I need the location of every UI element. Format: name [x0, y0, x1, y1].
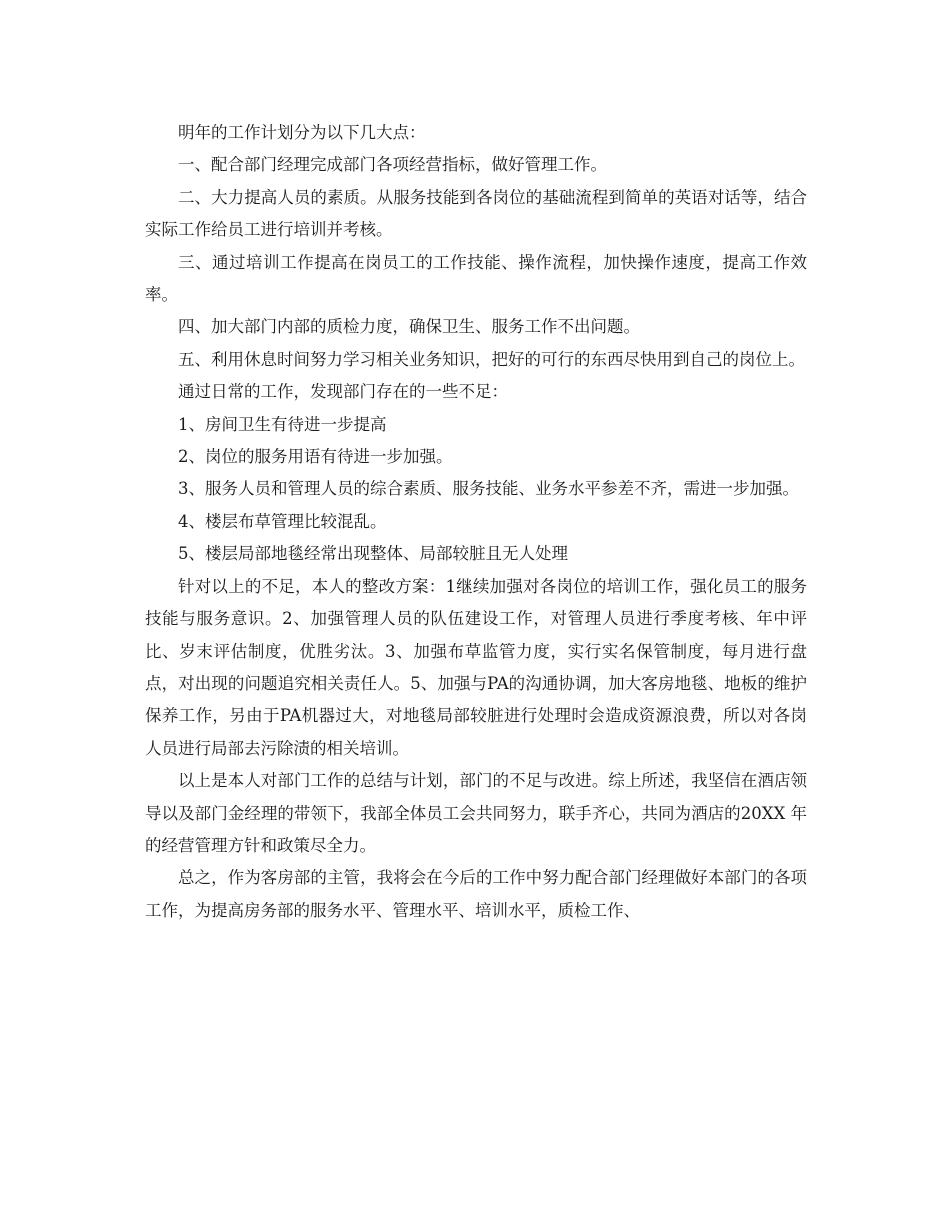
paragraph-shortcoming-3: 3、服务人员和管理人员的综合素质、服务技能、业务水平参差不齐，需进一步加强。	[178, 479, 799, 499]
paragraph-shortcoming-5: 5、楼层局部地毯经常出现整体、局部较脏且无人处理	[178, 544, 568, 564]
paragraph-shortcoming-4: 4、楼层布草管理比较混乱。	[178, 511, 387, 531]
paragraph-conclusion: 总之，作为客房部的主管，我将会在今后的工作中努力配合部门经理做好本部门的各项工作，为提高房务部的服务水平、管理水平、培训水平，质检工作、	[145, 868, 807, 920]
paragraph-plan-item-3: 三、通过培训工作提高在岗员工的工作技能、操作流程，加快操作速度，提高工作效率。	[145, 252, 807, 305]
document-body	[145, 117, 807, 927]
paragraph-plan-intro: 明年的工作计划分为以下几大点：	[178, 123, 426, 142]
paragraph-shortcomings-intro: 通过日常的工作，发现部门存在的一些不足：	[178, 382, 508, 402]
paragraph-plan-item-5: 五、利用休息时间努力学习相关业务知识，把好的可行的东西尽快用到自己的岗位上。	[178, 349, 805, 369]
paragraph-rectification-plan: 针对以上的不足，本人的整改方案：1继续加强对各岗位的培训工作，强化员工的服务技能与服务意识。2、加强管理人员的队伍建设工作，对管理人员进行季度考核、年中评比、岁末评估制度，优胜劣汰。3、加强布草监管力度，实行实名保管制度，每月进行盘点，对出现的问题追究相关责任人。5、加强与PA的沟通协调，加大客房地毯、地板的维护保养工作，另由于PA机器过大，对地毯局部较脏进行处理时会造成资源浪费，所以对各岗人员进行局部去污除渍的相关培训。	[145, 576, 807, 758]
paragraph-plan-item-2: 二、大力提高人员的素质。从服务技能到各岗位的基础流程到简单的英语对话等，结合实际工作给员工进行培训并考核。	[145, 187, 807, 240]
paragraph-plan-item-4: 四、加大部门内部的质检力度，确保卫生、服务工作不出问题。	[178, 317, 640, 337]
paragraph-summary: 以上是本人对部门工作的总结与计划，部门的不足与改进。综上所述，我坚信在酒店领导以及部门金经理的带领下，我部全体员工会共同努力，联手齐心，共同为酒店的20XX 年的经营管理方针和政策尽全力。	[145, 771, 807, 855]
paragraph-shortcoming-1: 1、房间卫生有待进一步提高	[178, 414, 387, 434]
paragraph-shortcoming-2: 2、岗位的服务用语有待进一步加强。	[178, 447, 453, 467]
paragraph-plan-item-1: 一、配合部门经理完成部门各项经营指标，做好管理工作。	[178, 155, 607, 175]
